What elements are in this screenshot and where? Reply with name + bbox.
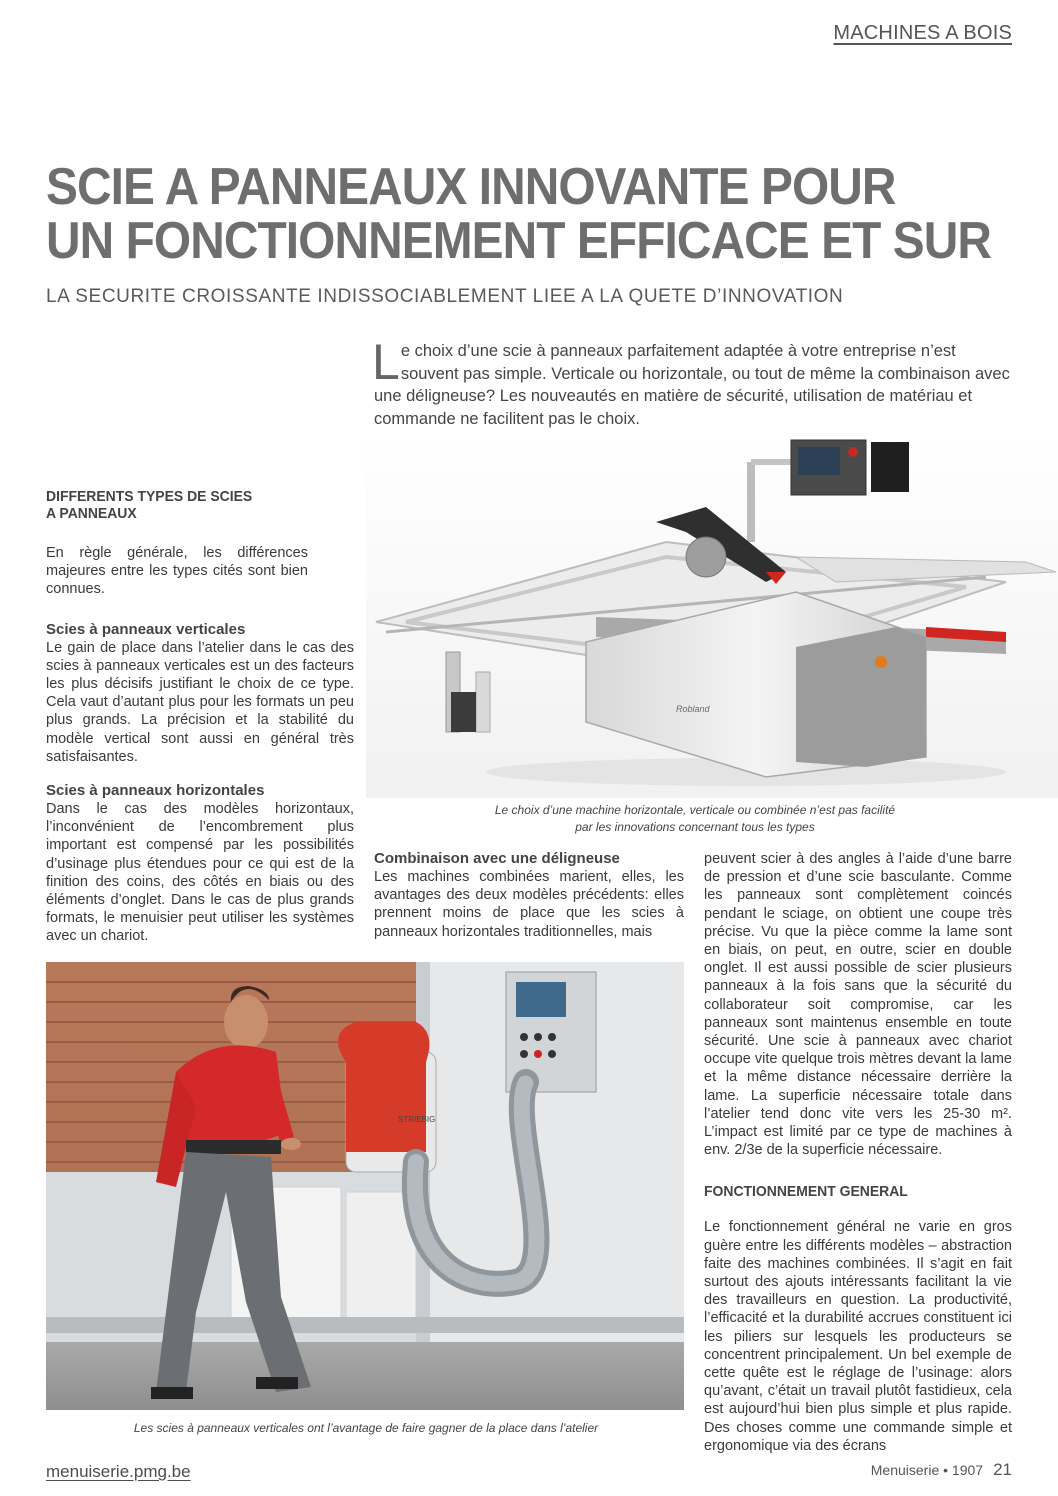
heading-types [46, 488, 332, 522]
photo-vertical-panel-saw [46, 962, 684, 1410]
subheading-combination: Combinaison avec une déligneuse [374, 850, 620, 867]
intro-text: e choix d’une scie à panneaux parfaitement adaptée à votre entreprise n’est souvent pas simple. Verticale ou horizontale, ou tout de même la combinaison avec une déligneuse? Les nouveautés en matière de sécurité, utilisation de matériau et commande ne facilitent pas le choix. [374, 342, 1010, 428]
footer-magazine-info [871, 1460, 1012, 1480]
article-title-line1: SCIE A PANNEAUX INNOVANTE POUR [46, 158, 896, 216]
paragraph-intro-types: En règle générale, les différences majeures entre les types cités sont bien connues. [46, 545, 308, 598]
drop-cap: L [372, 334, 400, 390]
caption-top-photo [440, 802, 950, 836]
heading-types-line1: DIFFERENTS TYPES DE SCIES [46, 488, 253, 505]
heading-operation: FONCTIONNEMENT GENERAL [704, 1183, 908, 1201]
caption-bottom-photo: Les scies à panneaux verticales ont l’avantage de faire gagner de la place dans l’atelier [133, 1421, 599, 1435]
caption-top-line1: Le choix d’une machine horizontale, verticale ou combinée n’est pas facilité [494, 803, 896, 817]
right-column [704, 850, 1012, 1455]
subheading-horizontal: Scies à panneaux horizontales [46, 782, 265, 800]
paragraph-combination: Les machines combinées marient, elles, les avantages des deux modèles précédents: elles prennent moins de place que les scies à panneaux horizontales traditionnelles, mais [374, 869, 684, 940]
heading-types-line2: A PANNEAUX [46, 505, 137, 522]
photo-horizontal-panel-saw [366, 432, 1058, 798]
intro-paragraph [372, 334, 1014, 430]
article-title [46, 158, 992, 270]
footer-magazine-issue: Menuiserie • 1907 [870, 1462, 984, 1478]
saw-brand-label: STRIEBIG [398, 1115, 436, 1124]
paragraph-operation: Le fonctionnement général ne varie en gros guère entre les différents modèles – abstraction faite des machines combinées. Il s’agit en fait surtout des ajouts intéressants facilitant la vie des travailleurs en question. La productivité, l’efficacité et la durabilité accrues constituent ici les piliers sur lesquels les producteurs se concentrent principalement. Un bel exemple de cette quête est le réglage de l’usinage: alors qu’avant, c’était un travail plutôt fastidieux, cela est aujourd’hui bien plus simple et plus rapide. Des choses comme une commande simple et ergonomique via des écrans [704, 1219, 1012, 1454]
paragraph-vertical: Le gain de place dans l’atelier dans le cas des scies à panneaux verticales est un des facteurs les plus décisifs justifiant le choix de ce type. Cela vaut d’autant plus pour les formats un peu plus grands. La précision et la stabilité du modèle vertical sont aussi en général très satisfaisantes. [46, 639, 354, 765]
machine-brand-label: Robland [676, 704, 710, 714]
subheading-vertical: Scies à panneaux verticales [46, 620, 246, 638]
article-subtitle: LA SECURITE CROISSANTE INDISSOCIABLEMENT LIEE A LA QUETE D’INNOVATION [46, 286, 844, 307]
caption-top-line2: par les innovations concernant tous les types [575, 820, 815, 834]
left-column [46, 488, 354, 946]
paragraph-continued: peuvent scier à des angles à l’aide d’une barre de pression et d’une scie basculante. Comme les panneaux sont complètement coincés pendant le sciage, on obtient une coupe très précise. Vu que la pièce comme la lame sont en biais, on peut, en outre, scier en double onglet. Il est aussi possible de scier plusieurs panneaux à la fois sans que la sécurité du collaborateur soit compromise, car les panneaux sont maintenus ensemble en toute sécurité. Une scie à panneaux avec chariot occupe vite quelque trois mètres devant la lame et la même distance nécessaire derrière la lame. La superficie nécessaire totale dans l’atelier tend donc vite vers les 25-30 m². L’impact est limité par ce type de machines à env. 2/3e de la superficie nécessaire. [704, 851, 1012, 1159]
middle-column [374, 850, 684, 941]
footer-website-link[interactable]: menuiserie.pmg.be [46, 1462, 191, 1481]
paragraph-horizontal: Dans le cas des modèles horizontaux, l’inconvénient de l’encombrement plus important est compensé par les possibilités d’usinage plus étendues pour ce qui est de la finition des coins, des côtés en biais ou des éléments d’onglet. Dans le cas de plus grands formats, le menuisier peut utiliser les systèmes avec un chariot. [46, 801, 354, 945]
page-number: 21 [993, 1460, 1012, 1479]
section-label: MACHINES A BOIS [833, 22, 1012, 44]
article-title-line2: UN FONCTIONNEMENT EFFICACE ET SUR [46, 212, 992, 270]
